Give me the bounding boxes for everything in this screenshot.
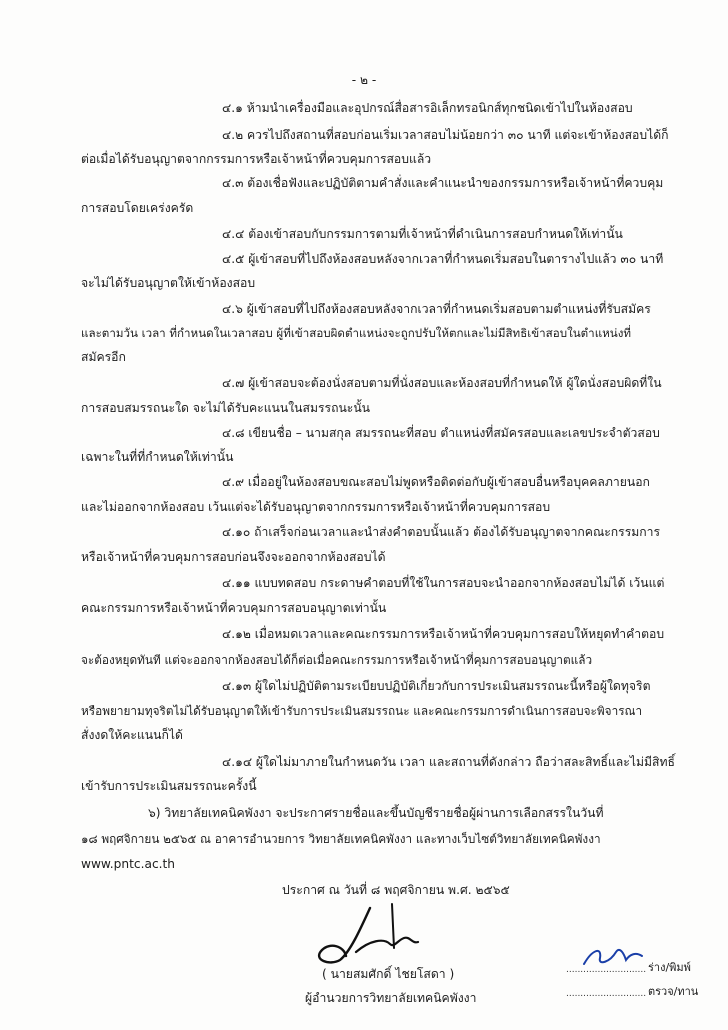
text-line: ๔.๑๒ เมื่อหมดเวลาและคณะกรรมการหรือเจ้าหน้าที่ควบคุมการสอบให้หยุดทำคำตอบ — [222, 627, 665, 641]
text-line: เฉพาะในที่ที่กำหนดให้เท่านั้น — [81, 450, 234, 464]
text-line: ๑๘ พฤศจิกายน ๒๕๖๕ ณ อาคารอำนวยการ วิทยาลัยเทคนิคพังงา และทางเว็บไซต์วิทยาลัยเทคนิคพังงา — [81, 832, 601, 846]
text-line: การสอบสมรรถนะใด จะไม่ได้รับคะแนนในสมรรถนะนั้น — [81, 401, 370, 415]
text-line: จะไม่ได้รับอนุญาตให้เข้าห้องสอบ — [81, 276, 256, 290]
page-number: - ๒ - — [351, 73, 377, 87]
check-label: ตรวจ/ทาน — [648, 985, 699, 998]
text-line: สั่งงดให้คะแนนก็ได้ — [81, 728, 183, 742]
text-line: ๖) วิทยาลัยเทคนิคพังงา จะประกาศรายชื่อและขึ้นบัญชีรายชื่อผู้ผ่านการเลือกสรรในวันที่ — [148, 806, 604, 820]
text-line: ๔.๑๑ แบบทดสอบ กระดาษคำตอบที่ใช้ในการสอบจะนำออกจากห้องสอบไม่ได้ เว้นแต่ — [222, 576, 665, 590]
text-line: ๔.๓ ต้องเชื่อฟังและปฏิบัติตามคำสั่งและคำแนะนำของกรรมการหรือเจ้าหน้าที่ควบคุม — [222, 176, 664, 190]
text-line: และตามวัน เวลา ที่กำหนดในเวลาสอบ ผู้ที่เข้าสอบผิดตำแหน่งจะถูกปรับให้ตกและไม่มีสิทธิเข้าสอบในตำแหน่งที่ — [81, 326, 632, 340]
text-line: ๔.๑๓ ผู้ใดไม่ปฏิบัติตามระเบียบปฏิบัติเกี่ยวกับการประเมินสมรรถนะนี้หรือผู้ใดทุจริต — [222, 679, 651, 693]
text-line: คณะกรรมการหรือเจ้าหน้าที่ควบคุมการสอบอนุญาตเท่านั้น — [81, 601, 387, 615]
text-line: หรือพยายามทุจริตไม่ได้รับอนุญาตให้เข้ารับการประเมินสมรรถนะ และคณะกรรมการดำเนินการสอบจะพิจารณา — [81, 704, 643, 718]
text-line: เข้ารับการประเมินสมรรถนะครั้งนี้ — [81, 779, 257, 793]
announcement-date: ประกาศ ณ วันที่ ๘ พฤศจิกายน พ.ศ. ๒๕๖๕ — [282, 883, 510, 897]
text-line: ๔.๖ ผู้เข้าสอบที่ไปถึงห้องสอบหลังจากเวลาที่กำหนดเริ่มสอบตามตำแหน่งที่รับสมัคร — [222, 302, 651, 316]
text-line: ๔.๗ ผู้เข้าสอบจะต้องนั่งสอบตามที่นั่งสอบและห้องสอบที่กำหนดให้ ผู้ใดนั่งสอบผิดที่ใน — [222, 376, 662, 390]
text-line: ๔.๑ ห้ามนำเครื่องมือและอุปกรณ์สื่อสารอิเล็กทรอนิกส์ทุกชนิดเข้าไปในห้องสอบ — [222, 101, 633, 115]
text-line: ต่อเมื่อได้รับอนุญาตจากกรรมการหรือเจ้าหน้าที่ควบคุมการสอบแล้ว — [81, 152, 432, 166]
text-line: ๔.๑๔ ผู้ใดไม่มาภายในกำหนดวัน เวลา และสถานที่ดังกล่าว ถือว่าสละสิทธิ์และไม่มีสิทธิ์ — [222, 755, 675, 769]
text-line: ๔.๕ ผู้เข้าสอบที่ไปถึงห้องสอบหลังจากเวลาที่กำหนดเริ่มสอบในตารางไปแล้ว ๓๐ นาที — [222, 252, 664, 266]
text-line: ๔.๑๐ ถ้าเสร็จก่อนเวลาและนำส่งคำตอบนั้นแล้ว ต้องได้รับอนุญาตจากคณะกรรมการ — [222, 525, 661, 539]
text-line: ๔.๙ เมื่ออยู่ในห้องสอบขณะสอบไม่พูดหรือติดต่อกับผู้เข้าสอบอื่นหรือบุคคลภายนอก — [222, 475, 650, 489]
text-line: ๔.๒ ควรไปถึงสถานที่สอบก่อนเริ่มเวลาสอบไม่น้อยกว่า ๓๐ นาที แต่จะเข้าห้องสอบได้ก็ — [222, 128, 669, 142]
text-line: ๔.๘ เขียนชื่อ – นามสกุล สมรรถนะที่สอบ ตำแหน่งที่สมัครสอบและเลขประจำตัวสอบ — [222, 426, 660, 440]
text-line: หรือเจ้าหน้าที่ควบคุมการสอบก่อนจึงจะออกจากห้องสอบได้ — [81, 550, 386, 564]
director-signature — [300, 900, 450, 970]
text-line: ๔.๔ ต้องเข้าสอบกับกรรมการตามที่เจ้าหน้าที่ดำเนินการสอบกำหนดให้เท่านั้น — [222, 227, 623, 241]
check-dotted-line: ............................ — [566, 989, 647, 999]
text-line: จะต้องหยุดทันที แต่จะออกจากห้องสอบได้ก็ต่อเมื่อคณะกรรมการหรือเจ้าหน้าที่คุมการสอบอนุญาตแล้ว — [81, 653, 593, 667]
text-line: การสอบโดยเคร่งครัด — [81, 201, 194, 215]
text-line: สมัครอีก — [81, 350, 126, 364]
website-link[interactable]: www.pntc.ac.th — [81, 857, 176, 871]
draft-dotted-line: ............................ — [566, 965, 647, 975]
text-line: และไม่ออกจากห้องสอบ เว้นแต่จะได้รับอนุญาตจากกรรมการหรือเจ้าหน้าที่ควบคุมการสอบ — [81, 500, 551, 514]
signer-name: ( นายสมศักดิ์ ไชยโสดา ) — [322, 967, 455, 981]
draft-label: ร่าง/พิมพ์ — [648, 961, 691, 974]
signer-title: ผู้อำนวยการวิทยาลัยเทคนิคพังงา — [305, 991, 477, 1005]
